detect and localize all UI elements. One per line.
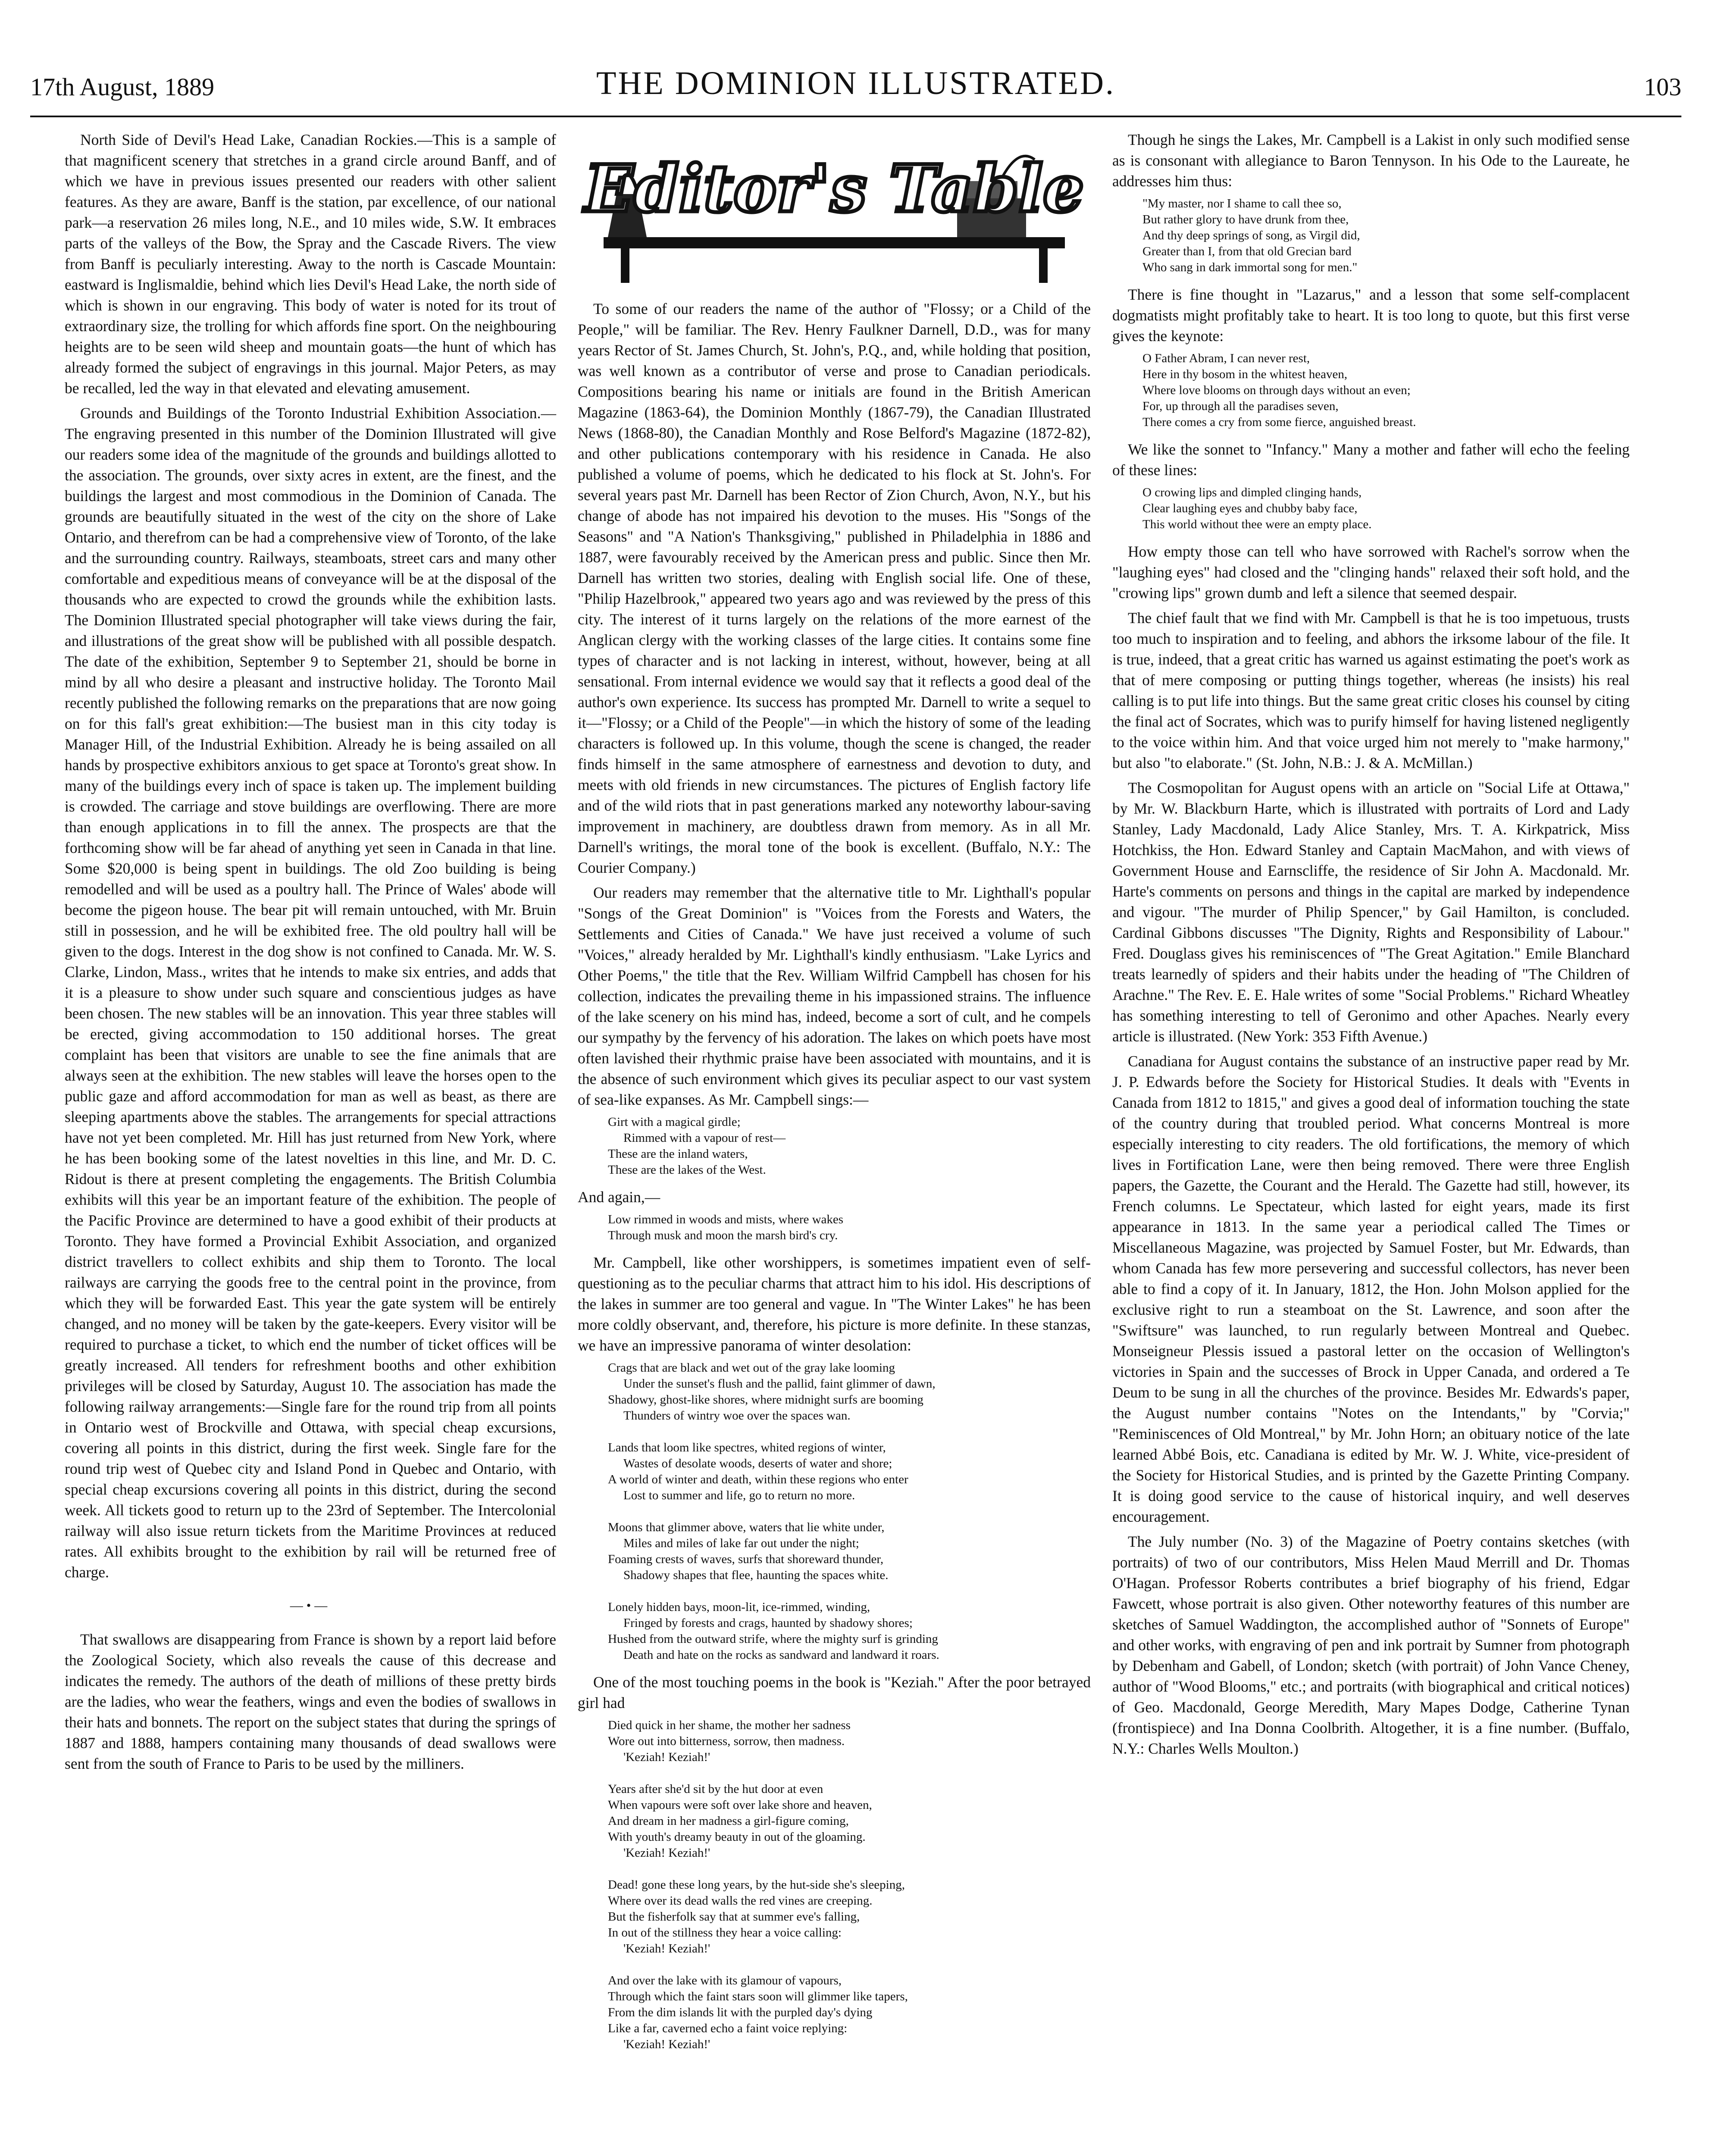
verse-line: For, up through all the paradises seven,: [1142, 399, 1339, 413]
verse-line: Greater than I, from that old Grecian bard: [1142, 244, 1352, 258]
verse-line: These are the inland waters,: [608, 1147, 748, 1161]
review-ode-laureate: Though he sings the Lakes, Mr. Campbell is a Lakist in only such modified sense as is consonant with allegiance to Baron Tennyson. In his Ode to the Laureate, he addresses him thus:: [1112, 131, 1630, 190]
verse-line: There comes a cry from some fierce, anguished breast.: [1142, 415, 1416, 429]
verse-line: [608, 1504, 1091, 1520]
verse-line: [608, 1957, 1091, 1973]
verse-line: Where love blooms on through days without an even;: [1142, 383, 1411, 397]
verse-line: Clear laughing eyes and chubby baby face,: [1142, 501, 1358, 515]
verse-line: Where over its dead walls the red vines are creeping.: [608, 1894, 873, 1908]
verse-ode-laureate: [1142, 196, 1630, 276]
verse-line: Foaming crests of waves, surfs that shoreward thunder,: [608, 1552, 884, 1566]
verse-line: Shadowy shapes that flee, haunting the spaces white.: [623, 1568, 889, 1582]
verse-line: And thy deep springs of song, as Virgil did,: [1142, 229, 1360, 242]
review-flossy: To some of our readers the name of the author of "Flossy; or a Child of the People," will be familiar. The Rev. Henry Faulkner Darnell, D.D., was for many years Rector of St. James Church, St. John's, P.Q., and, while holding that position, was well known as a contributor of verse and prose to Canadian periodicals. Compositions bearing his name or initials are found in the British American Magazine (1863-64), the Dominion Monthly (1867-79), the Canadian Illustrated News (1868-80), the Canadian Monthly and Rose Belford's Magazine (1872-82), and other publications contemporary with his residence in Canada. He also published a volume of poems, which he dedicated to his flock at St. John's. For several years past Mr. Darnell has been Rector of Zion Church, Avon, N.Y., but his change of abode has not impaired his devotion to the muses. His "Songs of the Seasons" and "A Nation's Thanksgiving," published in Philadelphia in 1886 and 1887, were favourably received by the American press and public. Since then Mr. Darnell has written two stories, dealing with English social life. One of these, "Philip Hazelbrook," appeared two years ago and was reviewed by the press of this city. The interest of it turns largely on the relations of the more earnest of the Anglican clergy with the working classes of the large cities. It contains some fine types of character and is not lacking in interest, without, however, being at all sensational. From internal evidence we would say that it reflects a good deal of the author's own experience. Its success has prompted Mr. Darnell to write a sequel to it—"Flossy; or a Child of the People"—in which the history of some of the leading characters is followed up. In this volume, though the scene is changed, the reader finds himself in the same atmosphere of earnestness and devotion to duty, and meets with old friends in new circumstances. The pictures of English factory life and of the wild riots that in past generations marked any noteworthy labour-saving improvement in machinery, are doubtless drawn from memory. As in all Mr. Darnell's writings, the moral tone of the book is excellent. (Buffalo, N.Y.: The Courier Company.): [578, 300, 1091, 876]
review-cosmopolitan: The Cosmopolitan for August opens with an article on "Social Life at Ottawa," by Mr. W. Blackburn Harte, which is illustrated with portraits of Lord and Lady Stanley, Lady Macdonald, Lady Alice Stanley, Mrs. T. A. Kirkpatrick, Miss Hotchkiss, the Hon. Edward Stanley and Captain MacMahon, and with views of Government House and Earnscliffe, the residence of Sir John A. Macdonald. Mr. Harte's comments on persons and things in the capital are marked by independence and vigour. "The murder of Philip Spencer," by Gail Hamilton, is concluded. Cardinal Gibbons discusses "The Dignity, Rights and Responsibility of Labour." Fred. Douglass gives his reminiscences of "The Great Agitation." Emile Blanchard treats learnedly of spiders and their habits under the heading of "The Children of Arachne." The Rev. E. E. Hale writes of some "Social Problems." Richard Wheatley has something interesting to tell of Geronimo and other Apaches. Nearly every article is illustrated. (New York: 353 Fifth Avenue.): [1112, 779, 1630, 1045]
verse-line: [608, 1424, 1091, 1440]
banner-title: Editor's Table: [584, 151, 1084, 227]
verse-line: A world of winter and death, within these regions who enter: [608, 1473, 908, 1486]
section-separator: —•—: [290, 1598, 331, 1613]
editors-table-banner-illustration: [578, 129, 1091, 285]
verse-line: Like a far, caverned echo a faint voice replying:: [608, 2021, 848, 2035]
verse-line: Low rimmed in woods and mists, where wakes: [608, 1213, 844, 1226]
verse-line: Dead! gone these long years, by the hut-side she's sleeping,: [608, 1878, 905, 1892]
verse-line: These are the lakes of the West.: [608, 1163, 766, 1177]
masthead-title: THE DOMINION ILLUSTRATED.: [596, 65, 1115, 101]
verse-infancy: [1142, 485, 1630, 533]
review-winter-lakes: Mr. Campbell, like other worshippers, is sometimes impatient even of self-questioning as to the peculiar charms that attract him to his idol. His descriptions of the lakes in summer are too general and vague. In "The Winter Lakes" he has been more coldly observant, and, therefore, his picture is more definite. In these stanzas, we have an impressive panorama of winter desolation:: [578, 1254, 1091, 1354]
verse-line: 'Keziah! Keziah!': [623, 1942, 710, 1955]
verse-line: Here in thy bosom in the whitest heaven,: [1142, 367, 1348, 381]
verse-line: But rather glory to have drunk from thee,: [1142, 213, 1349, 226]
verse-line: But the fisherfolk say that at summer eve's falling,: [608, 1910, 860, 1924]
verse-marsh-bird: [608, 1212, 1091, 1244]
verse-line: Rimmed with a vapour of rest—: [623, 1131, 786, 1145]
verse-line: Death and hate on the rocks as sandward and landward it roars.: [623, 1648, 939, 1662]
verse-line: O crowing lips and dimpled clinging hands,: [1142, 486, 1362, 499]
review-canadiana: Canadiana for August contains the substance of an instructive paper read by Mr. J. P. Edwards before the Society for Historical Studies. It deals with "Events in Canada from 1812 to 1815," and gives a good deal of information touching the state of the country during that troubled period. What concerns Montreal is more especially interesting to city readers. The old fortifications, the memory of which lives in Fortification Lane, were then being removed. There were three English papers, the Gazette, the Courant and the Herald. The Gazette had still, however, its French columns. Le Spectateur, which lasted for eight years, made its first appearance in 1813. In the same year a periodical called The Times or Miscellaneous Magazine, was projected by Samuel Foster, but Mr. Edwards, than whom Canada has few more persevering and successful collectors, has never been able to find a copy of it. In January, 1812, the Hon. John Molson applied for the exclusive right to run a steamboat on the St. Lawrence, and soon after the "Swiftsure" was launched, to run regularly between Montreal and Quebec. Monseigneur Plessis issued a pastoral letter on the occasion of Wellington's victories in Spain and the successes of Brock in Upper Canada, and ordered a Te Deum to be sung in all the churches of the province. Besides Mr. Edwards's paper, the August number contains "Notes on the Intendants," by "Corvia;" "Reminiscences of Old Montreal," by Mr. John Horn; an obituary notice of the late learned Abbé Bois, etc. Canadiana is edited by Mr. W. J. White, vice-president of the Society for Historical Studies, and is printed by the Gazette Printing Company. It is doing good service to the cause of historical inquiry, and well deserves encouragement.: [1112, 1053, 1630, 1525]
verse-line: Who sang in dark immortal song for men.": [1142, 260, 1358, 274]
verse-line: Crags that are black and wet out of the gray lake looming: [608, 1361, 895, 1375]
verse-line: [608, 1583, 1091, 1599]
verse-line: Thunders of wintry woe over the spaces wan.: [623, 1409, 851, 1423]
verse-line: 'Keziah! Keziah!': [623, 2037, 710, 2051]
verse-line: Girt with a magical girdle;: [608, 1115, 741, 1129]
verse-line: Lands that loom like spectres, whited regions of winter,: [608, 1441, 886, 1454]
verse-line: When vapours were soft over lake shore and heaven,: [608, 1798, 872, 1812]
verse-line: Hushed from the outward strife, where the mighty surf is grinding: [608, 1632, 938, 1646]
verse-line: This world without thee were an empty place.: [1142, 517, 1372, 531]
column-right: [1112, 129, 1630, 1763]
verse-line: Miles and miles of lake far out under the night;: [623, 1536, 859, 1550]
verse-line: Years after she'd sit by the hut door at even: [608, 1782, 823, 1796]
article-swallows: That swallows are disappearing from France is shown by a report laid before the Zoological Society, which also reveals the cause of this decrease and indicates the remedy. The authors of the death of millions of these pretty birds are the ladies, who wear the feathers, wings and even the bodies of swallows in their hats and bonnets. The report on the subject states that during the springs of 1887 and 1888, hampers containing many thousands of dead swallows were sent from the south of France to Paris to be used by the milliners.: [65, 1631, 556, 1772]
verse-winter-lakes: [608, 1360, 1091, 1663]
verse-line: And over the lake with its glamour of vapours,: [608, 1974, 842, 1987]
header-rule: [30, 116, 1681, 117]
verse-line: Wore out into bitterness, sorrow, then madness.: [608, 1734, 845, 1748]
review-rachels-sorrow: How empty those can tell who have sorrowed with Rachel's sorrow when the "laughing eyes" had closed and the "clinging hands" relaxed their soft hold, and the "crowing lips" grown dumb and left a silence that seemed despair.: [1112, 543, 1630, 602]
verse-line: "My master, nor I shame to call thee so,: [1142, 197, 1342, 210]
verse-line: Wastes of desolate woods, deserts of water and shore;: [623, 1457, 892, 1470]
article-toronto-exhibition: Grounds and Buildings of the Toronto Industrial Exhibition Association.—The engraving presented in this number of the Dominion Illustrated will give our readers some idea of the magnitude of the grounds and buildings allotted to the association. The grounds, over sixty acres in extent, are the finest, and the buildings the largest and most commodious in the Dominion of Canada. The grounds are beautifully situated in the west of the city on the shore of Lake Ontario, and therefrom can be had a comprehensive view of Toronto, of the lake and the surrounding country. Railways, steamboats, street cars and many other comfortable and expeditious means of conveyance will be at the disposal of the thousands who are expected to crowd the grounds while the exhibition lasts. The Dominion Illustrated special photographer will take views during the fair, and illustrations of the great show will be published with all possible despatch. The date of the exhibition, September 9 to September 21, should be borne in mind by all who desire a pleasant and instructive holiday. The Toronto Mail recently published the following remarks on the preparations that are now going on for this fall's great exhibition:—The busiest man in this city today is Manager Hill, of the Industrial Exhibition. Already he is being assailed on all hands by prospective exhibitors anxious to get space at Toronto's great show. In many of the buildings every inch of space is taken up. The implement building is crowded. The carriage and stove buildings are overflowing. There are more than enough applications in to fill the annex. The prospects are that the forthcoming show will be far ahead of anything yet seen in Canada in that line. Some $20,000 is being spent in buildings. The old Zoo building is being remodelled and will be used as a poultry hall. The Prince of Wales' abode will become the pigeon house. The bear pit will remain untouched, with Mr. Bruin still in possession, and he will be exhibited free. The old poultry hall will be given to the dogs. Interest in the dog show is not confined to Canada. Mr. W. S. Clarke, Lindon, Mass., writes that he intends to make six entries, and adds that it is a pleasure to show under such square and conscientious judges as have been chosen. The new stables will be an innovation. This year three stables will be erected, giving accommodation to 150 additional horses. The great complaint has been that visitors are unable to see the fine animals that are always seen at the exhibition. The new stables will leave the horses open to the public gaze and afford accommodation for man as well as beast, as there are sleeping apartments above the stables. The arrangements for special attractions have not yet been completed. Mr. Hill has just returned from New York, where he has been booking some of the latest novelties in this line, and Mr. D. C. Ridout is there at present completing the engagements. The British Columbia exhibits will this year be an important feature of the exhibition. The people of the Pacific Province are determined to have a good exhibit of their products at Toronto. They have formed a Provincial Exhibit Association, and organized district travellers to collect exhibits and ship them to Toronto. The local railways are carrying the goods free to the central point in the province, from which they will be forwarded East. This year the gate system will be entirely changed, and no money will be taken by the gate-keepers. Every visitor will be required to purchase a ticket, to which end the number of ticket offices will be greatly increased. All tenders for refreshment booths and other exhibition privileges will be closed by Saturday, August 10. The association has made the following railway arrangements:—Single fare for the round trip from all points in Ontario west of Brockville and Ottawa, with special cheap excursions, covering all points in this district, during the first week. Single fare for the round trip west of Quebec city and Island Pond in Quebec and Ontario, with special cheap excursions covering all points in this district, during the second week. All tickets good to return up to the 23rd of September. The Intercolonial railway will also issue return tickets from the Maritime Provinces at reduced rates. All exhibits brought to the exhibition by rail will be returned free of charge.: [65, 404, 556, 1581]
review-magazine-of-poetry: The July number (No. 3) of the Magazine of Poetry contains sketches (with portraits) of two of our contributors, Miss Helen Maud Merrill and Dr. Thomas O'Hagan. Professor Roberts contributes a brief biography of his friend, Edgar Fawcett, whose portrait is also given. Other noteworthy features of this number are sketches of Samuel Waddington, the accomplished author of "Sonnets of Europe" and other works, with engraving of pen and ink portrait by Sumner from photograph by Debenham and Gabell, of London; sketch (with portrait) of John Vance Cheney, author of "Wood Blooms," etc.; and portraits (with biographical and critical notices) of Geo. Macdonald, George Meredith, Mary Mapes Dodge, Catherine Tynan (frontispiece) and Ina Donna Coolbrith. Altogether, it is a fine number. (Buffalo, N.Y.: Charles Wells Moulton.): [1112, 1533, 1630, 1757]
verse-line: Died quick in her shame, the mother her sadness: [608, 1718, 851, 1732]
verse-line: Under the sunset's flush and the pallid, faint glimmer of dawn,: [623, 1377, 936, 1391]
verse-lazarus: [1142, 351, 1630, 430]
verse-line: Lost to summer and life, go to return no more.: [623, 1489, 855, 1502]
review-keziah-intro: One of the most touching poems in the book is "Keziah." After the poor betrayed girl had: [578, 1673, 1091, 1711]
verse-line: [608, 1861, 1091, 1877]
issue-date: 17th August, 1889: [30, 73, 214, 101]
verse-line: Lonely hidden bays, moon-lit, ice-rimmed, winding,: [608, 1600, 870, 1614]
verse-line: 'Keziah! Keziah!': [623, 1846, 710, 1860]
verse-line: In out of the stillness they hear a voice calling:: [608, 1926, 842, 1940]
review-lake-lyrics-intro: Our readers may remember that the alternative title to Mr. Lighthall's popular "Songs of the Great Dominion" is "Voices from the Forests and Waters, the Settlements and Cities of Canada." We have just received a volume of such "Voices," already heralded by Mr. Lighthall's kindly enthusiasm. "Lake Lyrics and Other Poems," the title that the Rev. William Wilfrid Campbell has chosen for his collection, indicates the prevailing theme in his impassioned strains. The influence of the lake scenery on his mind has, indeed, become a sort of cult, and he compels our sympathy by the fervency of his adoration. The lakes on which poets have most often lavished their rhythmic praise have been associated with mountains, and it is the absence of such environment which gives its peculiar aspect to our vast system of sea-like expanses. As Mr. Campbell sings:—: [578, 884, 1091, 1108]
verse-line: Fringed by forests and crags, haunted by shadowy shores;: [623, 1616, 913, 1630]
verse-line: Through which the faint stars soon will glimmer like tapers,: [608, 1990, 908, 2003]
review-infancy: We like the sonnet to "Infancy." Many a mother and father will echo the feeling of these lines:: [1112, 441, 1630, 479]
verse-line: With youth's dreamy beauty in out of the gloaming.: [608, 1830, 866, 1844]
verse-line: O Father Abram, I can never rest,: [1142, 351, 1310, 365]
verse-keziah: [608, 1717, 1091, 2053]
column-left: [65, 129, 556, 1778]
page-number: 103: [1644, 73, 1681, 101]
page-header: [30, 65, 1681, 112]
verse-line: Moons that glimmer above, waters that lie white under,: [608, 1520, 885, 1534]
article-devils-head-lake: North Side of Devil's Head Lake, Canadian Rockies.—This is a sample of that magnificent scenery that stretches in a grand circle around Banff, and of which we have in previous issues presented our readers with other salient features. As they are aware, Banff is the station, par excellence, of our national park—a reservation 26 miles long, N.E., and 10 miles wide, S.W. It embraces parts of the valleys of the Bow, the Spray and the Cascade Rivers. The view from Banff is peculiarly interesting. Away to the north is Cascade Mountain: eastward is Inglismaldie, behind which lies Devil's Head Lake, the north side of which is shown in our engraving. This body of water is noted for its trout of extraordinary size, the trolling for which affords fine sport. On the neighbouring heights are to be seen wild sheep and mountain goats—the hunt of which has already formed the subject of engravings in this journal. Major Peters, as may be recalled, led the way in that elevated and elevating amusement.: [65, 131, 556, 397]
review-chief-fault: The chief fault that we find with Mr. Campbell is that he is too impetuous, trusts too much to inspiration and to feeling, and abhors the irksome labour of the file. It is true, indeed, that a great critic has warned us against estimating the poet's work as that of mere composing or putting things together, whereas (he insists) his real calling is to put life into things. But the same great critic closes his counsel by citing the final act of Socrates, which was to purify himself for having listened negligently to the voice within him. And that voice urged him not merely to "make harmony," but also "to elaborate." (St. John, N.B.: J. & A. McMillan.): [1112, 609, 1630, 771]
verse-line: [608, 1765, 1091, 1781]
verse-line: Through musk and moon the marsh bird's cry.: [608, 1228, 838, 1242]
review-lazarus: There is fine thought in "Lazarus," and a lesson that some self-complacent dogmatists might profitably take to heart. It is too long to quote, but this first verse gives the keynote:: [1112, 286, 1630, 345]
column-middle: [578, 129, 1091, 2061]
and-again-text: And again,—: [578, 1188, 660, 1206]
verse-line: 'Keziah! Keziah!': [623, 1750, 710, 1764]
verse-inland-waters: [608, 1114, 1091, 1178]
verse-line: Shadowy, ghost-like shores, where midnight surfs are booming: [608, 1393, 923, 1407]
verse-line: From the dim islands lit with the purpled day's dying: [608, 2006, 873, 2019]
verse-line: And dream in her madness a girl-figure coming,: [608, 1814, 849, 1828]
